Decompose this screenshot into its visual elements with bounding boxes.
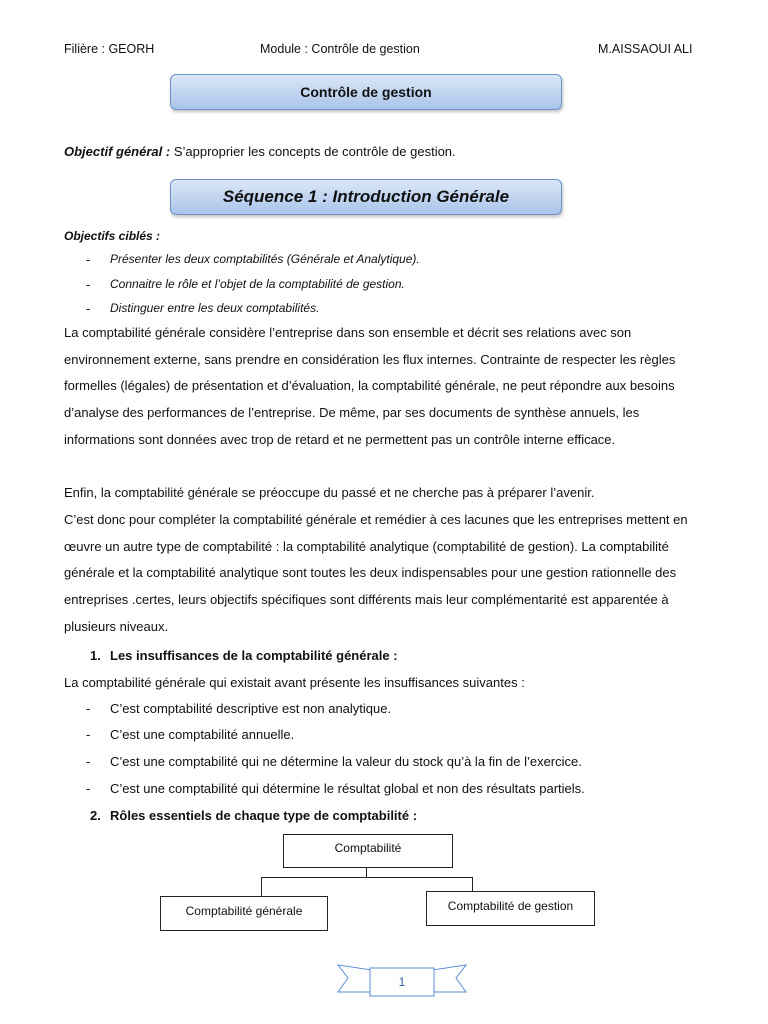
insufficiency-item: C’est une comptabilité qui ne détermine la valeur du stock qu’à la fin de l’exercice. [110,754,582,769]
paragraph: C’est donc pour compléter la comptabilité générale et remédier à ces lacunes que les entreprises mettent en œuvre un autre type de comptabilité : la comptabilité analytique (comptabilité de gestion). La comptabilité générale et la comptabilité analytique sont toutes les deux indispensables pour une gestion rationnelle des entreprises .certes, leurs objectifs spécifiques sont différents mais leur complémentarité est apparentée à plusieurs niveaux. [64,512,688,634]
insufficiency-item: C’est une comptabilité qui détermine le résultat global et non des résultats partiels. [110,781,585,796]
insufficiency-item: C’est comptabilité descriptive est non analytique. [110,701,392,716]
diagram-left-box: Comptabilité générale [160,896,328,931]
bullet-dash: - [86,252,91,267]
general-objective-text: S’approprier les concepts de contrôle de gestion. [170,144,456,159]
diagram-connector [366,867,367,877]
bullet-dash: - [86,277,91,292]
target-item: Connaitre le rôle et l’objet de la comptabilité de gestion. [110,277,405,291]
paragraph: La comptabilité générale considère l’entreprise dans son ensemble et décrit ses relations avec son environnement externe, sans prendre en considération les flux internes. Contrainte de respecter les règles formelles (légales) de présentation et d’évaluation, la comptabilité générale, ne peut répondre aux besoins d’analyse des performances de l’entreprise. De même, par ses documents de synthèse annuels, les informations sont données avec trop de retard et ne permettent pas un contrôle interne efficace. [64,325,676,447]
diagram-right-box: Comptabilité de gestion [426,891,595,926]
diagram-connector [472,877,473,891]
targets-label: Objectifs ciblés : [64,229,161,243]
bullet-dash: - [86,781,91,796]
page-number: 1 [398,975,406,989]
title-banner: Contrôle de gestion [170,74,562,110]
insufficiency-item: C’est une comptabilité annuelle. [110,727,295,742]
section-2-title: Rôles essentiels de chaque type de comptabilité : [110,808,418,823]
bullet-dash: - [86,754,91,769]
general-objective [64,144,456,159]
header-author: M.AISSAOUI ALI [598,42,693,56]
section-2-number: 2. [90,808,101,823]
section-1-title: Les insuffisances de la comptabilité générale : [110,648,398,663]
bullet-dash: - [86,301,91,316]
diagram-connector [261,877,473,878]
bullet-dash: - [86,701,91,716]
general-objective-label: Objectif général : [64,144,171,159]
target-item: Distinguer entre les deux comptabilités. [110,301,320,315]
section-1-number: 1. [90,648,101,663]
paragraph: Enfin, la comptabilité générale se préoccupe du passé et ne cherche pas à préparer l’avenir. [64,485,595,500]
header-sector: Filière : GEORH [64,42,155,56]
diagram-connector [261,877,262,896]
bullet-dash: - [86,727,91,742]
section-1-intro: La comptabilité générale qui existait avant présente les insuffisances suivantes : [64,675,525,690]
diagram-root-box: Comptabilité [283,834,453,868]
sequence-banner: Séquence 1 : Introduction Générale [170,179,562,215]
header-module: Module : Contrôle de gestion [260,42,420,56]
target-item: Présenter les deux comptabilités (Générale et Analytique). [110,252,420,266]
